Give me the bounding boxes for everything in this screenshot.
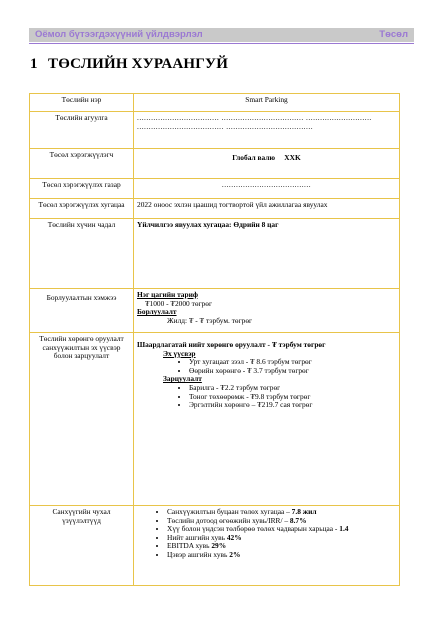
header-divider bbox=[29, 43, 414, 44]
list-item: • Урт хугацаат зээл - ₮ 8.6 тэрбум төгрөг bbox=[189, 358, 396, 367]
financial-indicators bbox=[134, 506, 400, 586]
implementer bbox=[134, 149, 400, 179]
row-label: Санхүүгийн чухал үзүүлэлтүүд bbox=[30, 506, 134, 586]
sources-title: Эх үүсвэр bbox=[163, 348, 196, 358]
indicator-value: 7.8 жил bbox=[291, 507, 317, 516]
indicator-value: 29% bbox=[211, 541, 227, 551]
header-section: Төсөл bbox=[379, 29, 408, 40]
tariff-title: Нэг цагийн тариф bbox=[137, 290, 198, 299]
project-capacity: Үйлчилгээ явуулах хугацаа: Өдрийн 8 цаг bbox=[134, 219, 400, 289]
row-label: Төслийн хөрөнгө оруулалт санхүүжилтын эх үүсвэр болон зарцуулалт bbox=[30, 333, 134, 506]
uses-list bbox=[137, 384, 396, 410]
investment-total: Шаардлагатай нийт хөрөнгө оруулалт - ₮ тэрбум төгрөг bbox=[137, 340, 326, 349]
sales-value: Жилд: ₮ - ₮ тэрбум. төгрөг bbox=[167, 315, 253, 325]
list-item: • Өөрийн хөрөнгө - ₮ 3.7 тэрбум төгрөг bbox=[189, 367, 396, 376]
row-label: Төслийн агуулга bbox=[30, 112, 134, 149]
table-row bbox=[30, 289, 400, 333]
project-name: Smart Parking bbox=[134, 94, 400, 112]
investment-detail bbox=[134, 333, 400, 506]
indicator-text: Санхүүжилтын буцаан төлөх хугацаа – bbox=[167, 507, 292, 516]
project-goal bbox=[134, 112, 400, 149]
goal-line-1: ................................... ................................... ............................ bbox=[137, 114, 372, 122]
project-location: ...................................... bbox=[134, 179, 400, 199]
section-title: ТӨСЛИЙН ХУРААНГУЙ bbox=[48, 56, 229, 72]
indicator-value: 1.4 bbox=[339, 524, 349, 534]
row-label: Төслийн нэр bbox=[30, 94, 134, 112]
table-row bbox=[30, 149, 400, 179]
indicator-text: Хүү болон үндсэн төлбөрөө төлөх чадварын харьцаа - bbox=[167, 524, 338, 534]
indicator-text: Нийт ашгийн хувь bbox=[167, 532, 227, 542]
indicators-list bbox=[137, 508, 396, 560]
list-item: • Тоног төхөөрөмж - ₮9.8 тэрбум төгрөг bbox=[189, 393, 396, 402]
sources-list bbox=[137, 358, 396, 375]
implementer-type: XXK bbox=[284, 153, 301, 162]
page-header bbox=[29, 28, 414, 42]
indicator-text: Төслийн дотоод өгөөжийн хувь/IRR/ – bbox=[167, 515, 290, 525]
header-title: Оёмол бүтээгдэхүүний үйлдвэрлэл bbox=[35, 29, 203, 40]
list-item: • Барилга - ₮2.2 тэрбум төгрөг bbox=[189, 384, 396, 393]
section-number: 1 bbox=[30, 56, 38, 72]
table-row bbox=[30, 179, 400, 199]
table-row bbox=[30, 333, 400, 506]
list-item bbox=[167, 551, 396, 560]
row-label: Төсөл хэрэгжүүлэх газар bbox=[30, 179, 134, 199]
tariff-value: ₮1000 - ₮2000 төгрөг bbox=[145, 298, 212, 308]
row-label: Төсөл хэрэгжүүлэх хугацаа bbox=[30, 199, 134, 219]
list-item: • Эргэлтийн хөрөнгө – ₮219.7 сая төгрөг bbox=[189, 401, 396, 410]
table-row bbox=[30, 219, 400, 289]
table-row bbox=[30, 112, 400, 149]
indicator-text: Цэвэр ашгийн хувь bbox=[167, 549, 230, 559]
table-row bbox=[30, 506, 400, 586]
uses-title: Зарцуулалт bbox=[163, 374, 202, 384]
row-label: Төсөл хэрэгжүүлэгч bbox=[30, 149, 134, 179]
row-label: Борлуулалтын хэмжээ bbox=[30, 289, 134, 333]
table-row bbox=[30, 199, 400, 219]
section-heading bbox=[30, 56, 228, 73]
implementer-company: Глобал валю bbox=[232, 153, 276, 162]
table-row bbox=[30, 94, 400, 112]
sales-volume bbox=[134, 289, 400, 333]
indicator-text: EBITDA хувь bbox=[167, 541, 212, 551]
row-label: Төслийн хүчин чадал bbox=[30, 219, 134, 289]
indicator-value: 42% bbox=[226, 532, 242, 542]
goal-line-2: ..................................... ..................................... bbox=[137, 122, 314, 131]
summary-table bbox=[29, 93, 400, 586]
sales-title: Борлуулалт bbox=[137, 307, 177, 317]
project-period: 2022 оноос эхлэн цаашид тогтвортой үйл ажиллагаа явуулах bbox=[134, 199, 400, 219]
indicator-value: 8.7% bbox=[289, 515, 307, 525]
indicator-value: 2% bbox=[229, 549, 241, 559]
